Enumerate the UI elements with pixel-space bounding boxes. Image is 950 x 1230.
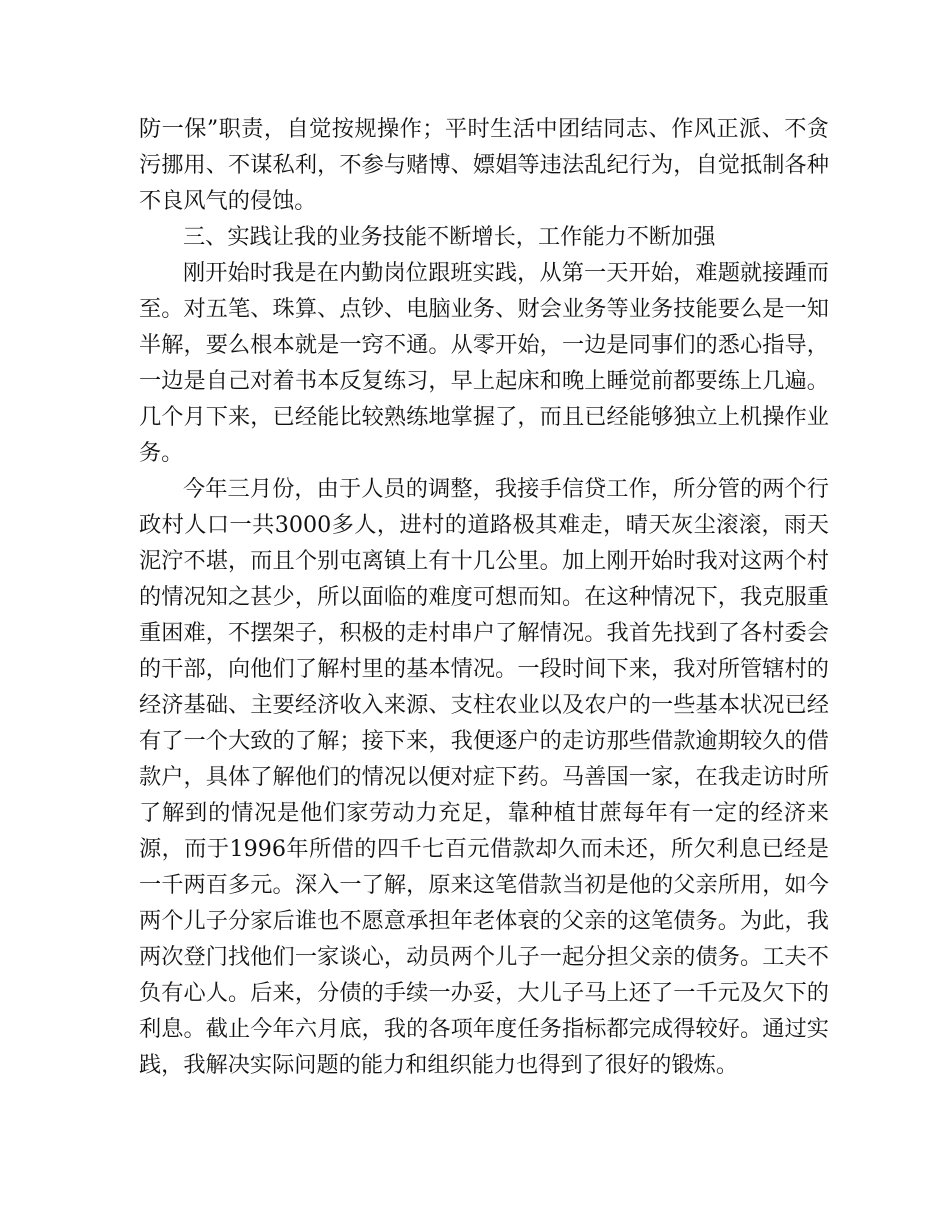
paragraph-credit-work: 今年三月份，由于人员的调整，我接手信贷工作，所分管的两个行政村人口一共3000多人，进村的道路极其难走，晴天灰尘滚滚，雨天泥泞不堪，而且个别屯离镇上有十几公里。加上刚开始时我对这两个村的情况知之甚少，所以面临的难度可想而知。在这种情况下，我克服重重困难，不摆架子，积极的走村串户了解情况。我首先找到了各村委会的干部，向他们了解村里的基本情况。一段时间下来，我对所管辖村的经济基础、主要经济收入来源、支柱农业以及农户的一些基本状况已经有了一个大致的了解；接下来，我便逐户的走访那些借款逾期较久的借款户，具体了解他们的情况以便对症下药。马善国一家，在我走访时所了解到的情况是他们家劳动力充足，靠种植甘蔗每年有一定的经济来源，而于1996年所借的四千七百元借款却久而未还，所欠利息已经是一千两百多元。深入一了解，原来这笔借款当初是他的父亲所用，如今两个儿子分家后谁也不愿意承担年老体衰的父亲的这笔债务。为此，我两次登门找他们一家谈心，动员两个儿子一起分担父亲的债务。工夫不负有心人。后来，分债的手续一办妥，大儿子马上还了一千元及欠下的利息。截止今年六月底，我的各项年度任务指标都完成得较好。通过实践，我解决实际问题的能力和组织能力也得到了很好的锻炼。 [139, 476, 829, 1078]
document-body [139, 111, 829, 1083]
section-heading: 三、实践让我的业务技能不断增长，工作能力不断加强 [183, 224, 716, 250]
paragraph-continuation: 防一保”职责，自觉按规操作；平时生活中团结同志、作风正派、不贪污挪用、不谋私利，不参与赌博、嫖娼等违法乱纪行为，自觉抵制各种不良风气的侵蚀。 [139, 116, 829, 214]
paragraph-internal-training: 刚开始时我是在内勤岗位跟班实践，从第一天开始，难题就接踵而至。对五笔、珠算、点钞、电脑业务、财会业务等业务技能要么是一知半解，要么根本就是一窍不通。从零开始，一边是同事们的悉心指导，一边是自己对着书本反复练习，早上起床和晚上睡觉前都要练上几遍。几个月下来，已经能比较熟练地掌握了，而且已经能够独立上机操作业务。 [139, 260, 829, 466]
